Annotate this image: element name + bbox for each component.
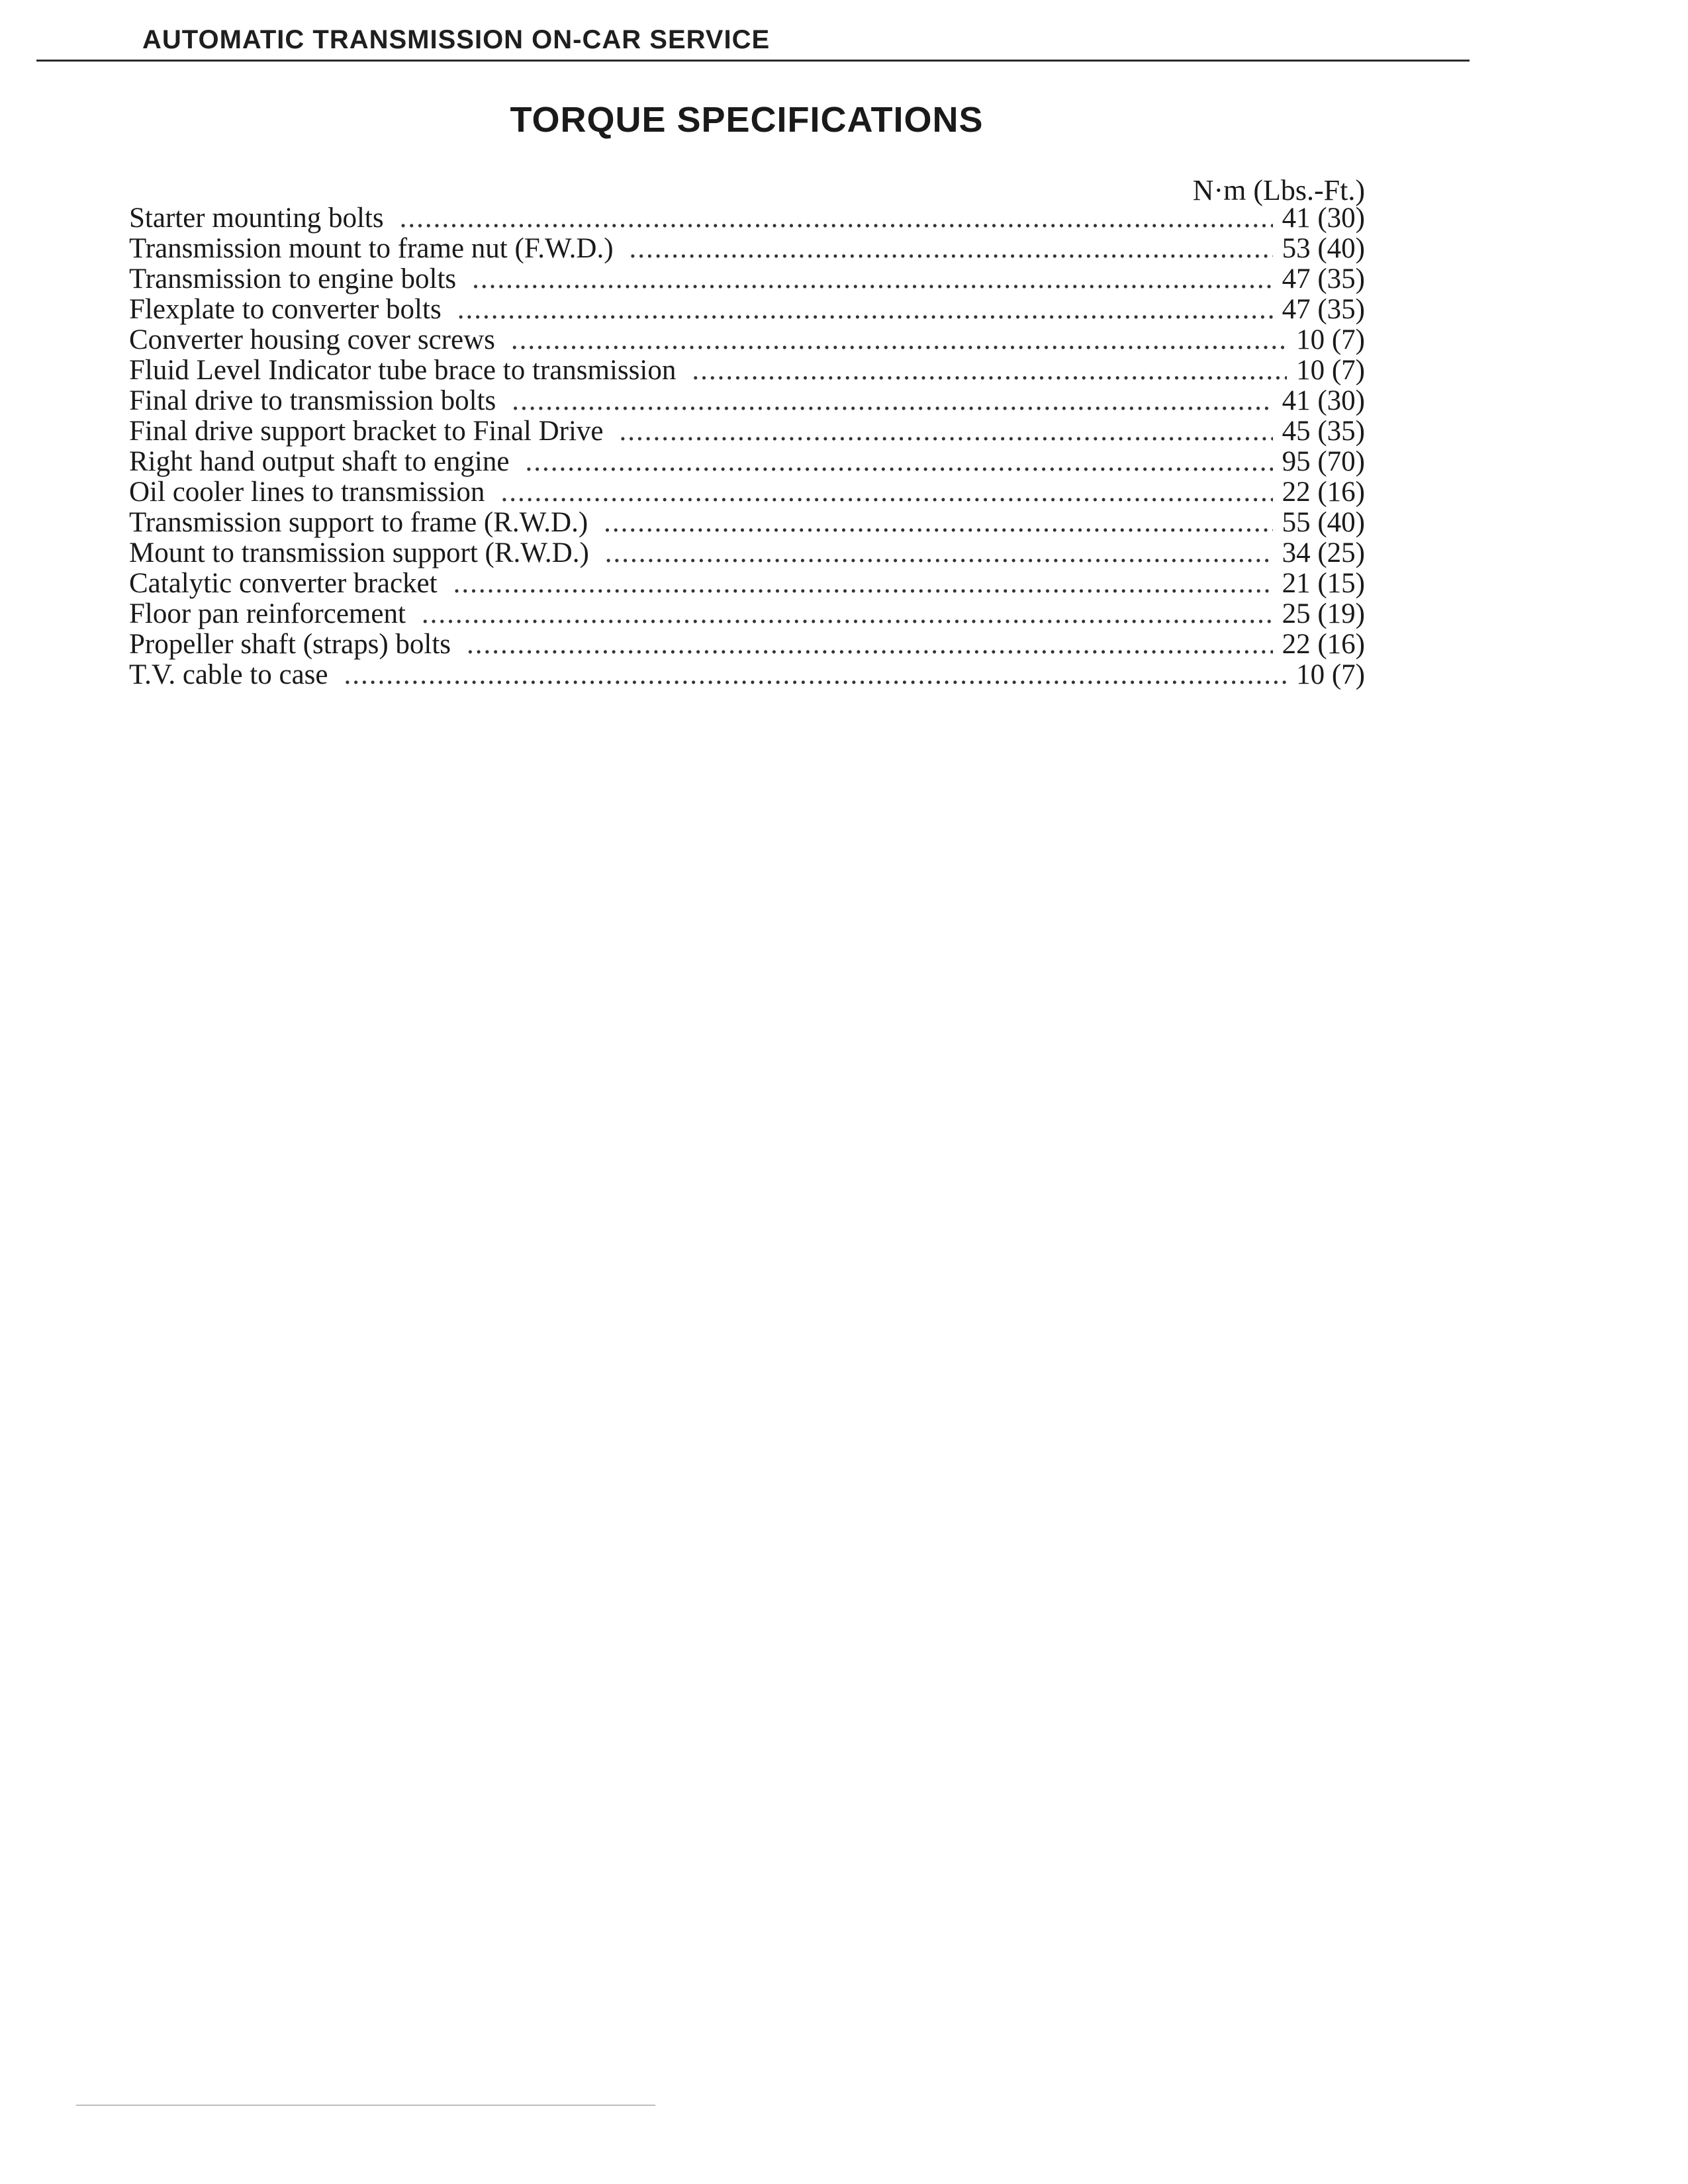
spec-value: 21 (15) bbox=[1282, 568, 1365, 599]
dot-leader bbox=[692, 355, 1287, 386]
spec-value: 47 (35) bbox=[1282, 263, 1365, 295]
spec-label: Final drive to transmission bolts bbox=[129, 385, 496, 416]
running-head: AUTOMATIC TRANSMISSION ON-CAR SERVICE bbox=[142, 25, 771, 54]
spec-label: Transmission to engine bolts bbox=[129, 263, 457, 295]
dot-leader bbox=[500, 477, 1272, 508]
spec-row bbox=[129, 355, 1365, 386]
dot-leader bbox=[511, 325, 1287, 355]
spec-label: Flexplate to converter bolts bbox=[129, 294, 442, 325]
spec-row bbox=[129, 386, 1365, 416]
spec-value: 95 (70) bbox=[1282, 446, 1365, 477]
spec-label: Floor pan reinforcement bbox=[129, 598, 406, 629]
spec-value: 22 (16) bbox=[1282, 629, 1365, 660]
spec-label: T.V. cable to case bbox=[129, 659, 328, 690]
section-title: TORQUE SPECIFICATIONS bbox=[510, 100, 984, 140]
spec-value: 47 (35) bbox=[1282, 294, 1365, 325]
spec-value: 45 (35) bbox=[1282, 416, 1365, 447]
spec-row bbox=[129, 447, 1365, 477]
dot-leader bbox=[453, 569, 1273, 599]
spec-value: 41 (30) bbox=[1282, 203, 1365, 234]
dot-leader bbox=[467, 629, 1273, 660]
dot-leader bbox=[605, 538, 1273, 569]
spec-label: Propeller shaft (straps) bolts bbox=[129, 629, 451, 660]
dot-leader bbox=[422, 599, 1273, 629]
spec-row bbox=[129, 477, 1365, 508]
dot-leader bbox=[620, 416, 1273, 447]
dot-leader bbox=[512, 386, 1272, 416]
spec-label: Starter mounting bolts bbox=[129, 203, 384, 234]
spec-row bbox=[129, 569, 1365, 599]
spec-value: 10 (7) bbox=[1296, 355, 1365, 386]
spec-value: 22 (16) bbox=[1282, 477, 1365, 508]
spec-row bbox=[129, 629, 1365, 660]
dot-leader bbox=[472, 264, 1272, 295]
spec-value: 10 (7) bbox=[1296, 324, 1365, 355]
spec-label: Fluid Level Indicator tube brace to transmission bbox=[129, 355, 677, 386]
header-rule bbox=[36, 60, 1470, 62]
dot-leader bbox=[344, 660, 1287, 690]
spec-value: 53 (40) bbox=[1282, 233, 1365, 264]
spec-value: 41 (30) bbox=[1282, 385, 1365, 416]
spec-value: 34 (25) bbox=[1282, 537, 1365, 569]
spec-row bbox=[129, 295, 1365, 325]
units-heading: N·m (Lbs.-Ft.) bbox=[1192, 174, 1365, 206]
spec-label: Final drive support bracket to Final Drive bbox=[129, 416, 604, 447]
spec-label: Catalytic converter bracket bbox=[129, 568, 438, 599]
spec-row bbox=[129, 416, 1365, 447]
dot-leader bbox=[525, 447, 1272, 477]
spec-row bbox=[129, 660, 1365, 690]
dot-leader bbox=[400, 203, 1273, 234]
spec-value: 55 (40) bbox=[1282, 507, 1365, 538]
spec-row bbox=[129, 234, 1365, 264]
spec-label: Transmission support to frame (R.W.D.) bbox=[129, 507, 588, 538]
spec-row bbox=[129, 538, 1365, 569]
dot-leader bbox=[630, 234, 1273, 264]
spec-label: Oil cooler lines to transmission bbox=[129, 477, 485, 508]
footer-rule bbox=[76, 2105, 655, 2106]
spec-label: Converter housing cover screws bbox=[129, 324, 495, 355]
spec-value: 10 (7) bbox=[1296, 659, 1365, 690]
dot-leader bbox=[457, 295, 1273, 325]
spec-row bbox=[129, 264, 1365, 295]
torque-spec-list bbox=[129, 203, 1365, 690]
spec-label: Mount to transmission support (R.W.D.) bbox=[129, 537, 589, 569]
spec-value: 25 (19) bbox=[1282, 598, 1365, 629]
spec-label: Transmission mount to frame nut (F.W.D.) bbox=[129, 233, 614, 264]
spec-row bbox=[129, 325, 1365, 355]
spec-label: Right hand output shaft to engine bbox=[129, 446, 510, 477]
spec-row bbox=[129, 599, 1365, 629]
spec-row bbox=[129, 508, 1365, 538]
dot-leader bbox=[604, 508, 1272, 538]
spec-row bbox=[129, 203, 1365, 234]
